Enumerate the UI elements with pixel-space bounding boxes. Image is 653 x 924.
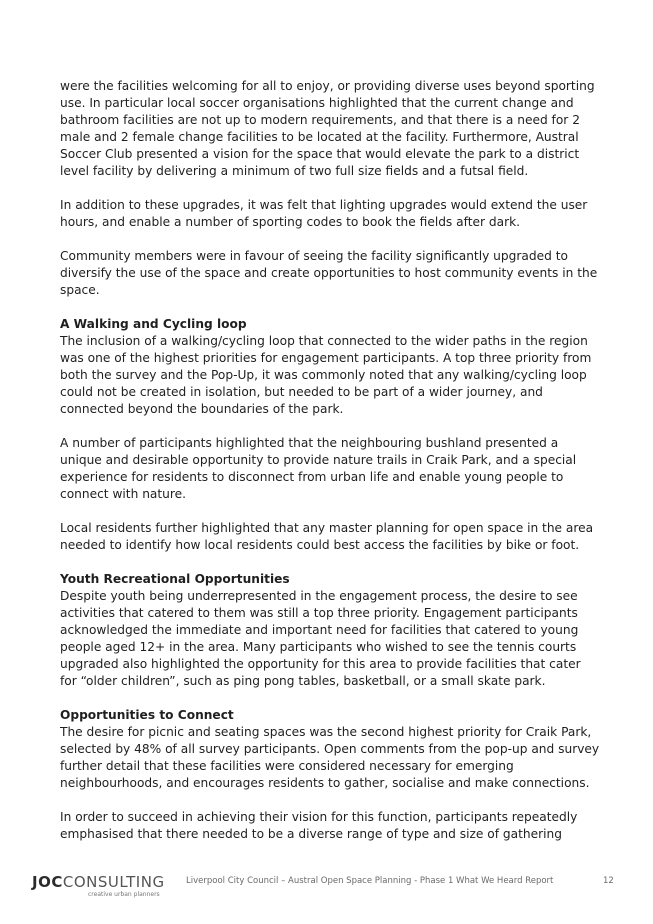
footer-document-title: Liverpool City Council – Austral Open Space Planning - Phase 1 What We Heard Report	[186, 876, 554, 886]
paragraph: were the facilities welcoming for all to enjoy, or providing diverse uses beyond sporting use. In particular local soccer organisations highlighted that the current change and bathroom facilities are not up to modern requirements, and that there is a need for 2 male and 2 female change facilities to be located at the facility. Furthermore, Austral Soccer Club presented a vision for the space that would elevate the park to a district level facility by delivering a minimum of two full size fields and a futsal field.	[60, 79, 595, 178]
paragraph: The inclusion of a walking/cycling loop that connected to the wider paths in the region was one of the highest priorities for engagement participants. A top three priority from both the survey and the Pop-Up, it was commonly noted that any walking/cycling loop could not be created in isolation, but needed to be part of a wider journey, and connected beyond the boundaries of the park.	[60, 334, 592, 416]
paragraph: Despite youth being underrepresented in the engagement process, the desire to see activities that catered to them was still a top three priority. Engagement participants acknowledged the immediate and important need for facilities that catered to young people aged 12+ in the area. Many participants who wished to see the tennis courts upgraded also highlighted the opportunity for this area to provide facilities that cater for “older children”, such as ping pong tables, basketball, or a small skate park.	[60, 589, 581, 688]
section-heading: Youth Recreational Opportunities	[60, 572, 290, 586]
page-body	[60, 78, 600, 843]
logo-bold-text: JOC	[32, 873, 63, 891]
paragraph: Local residents further highlighted that any master planning for open space in the area needed to identify how local residents could best access the facilities by bike or foot.	[60, 521, 594, 552]
page-number: 12	[603, 876, 614, 886]
paragraph: In order to succeed in achieving their vision for this function, participants repeatedly emphasised that there needed to be a diverse range of type and size of gathering	[60, 810, 578, 841]
section-heading: Opportunities to Connect	[60, 708, 234, 722]
paragraph: In addition to these upgrades, it was felt that lighting upgrades would extend the user hours, and enable a number of sporting codes to book the fields after dark.	[60, 198, 588, 229]
paragraph: Community members were in favour of seeing the facility significantly upgraded to diversify the use of the space and create opportunities to host community events in the space.	[60, 249, 598, 297]
section-heading: A Walking and Cycling loop	[60, 317, 247, 331]
logo-tagline: creative urban planners	[88, 891, 160, 898]
company-logo	[32, 874, 172, 908]
page-footer	[0, 860, 653, 910]
logo-light-text: CONSULTING	[62, 873, 165, 891]
paragraph: The desire for picnic and seating spaces was the second highest priority for Craik Park, selected by 48% of all survey participants. Open comments from the pop-up and survey further detail that these facilities were considered necessary for emerging neighbourhoods, and encourages residents to gather, socialise and make connections.	[60, 725, 600, 790]
paragraph: A number of participants highlighted that the neighbouring bushland presented a unique and desirable opportunity to provide nature trails in Craik Park, and a special experience for residents to disconnect from urban life and enable young people to connect with nature.	[60, 436, 577, 501]
